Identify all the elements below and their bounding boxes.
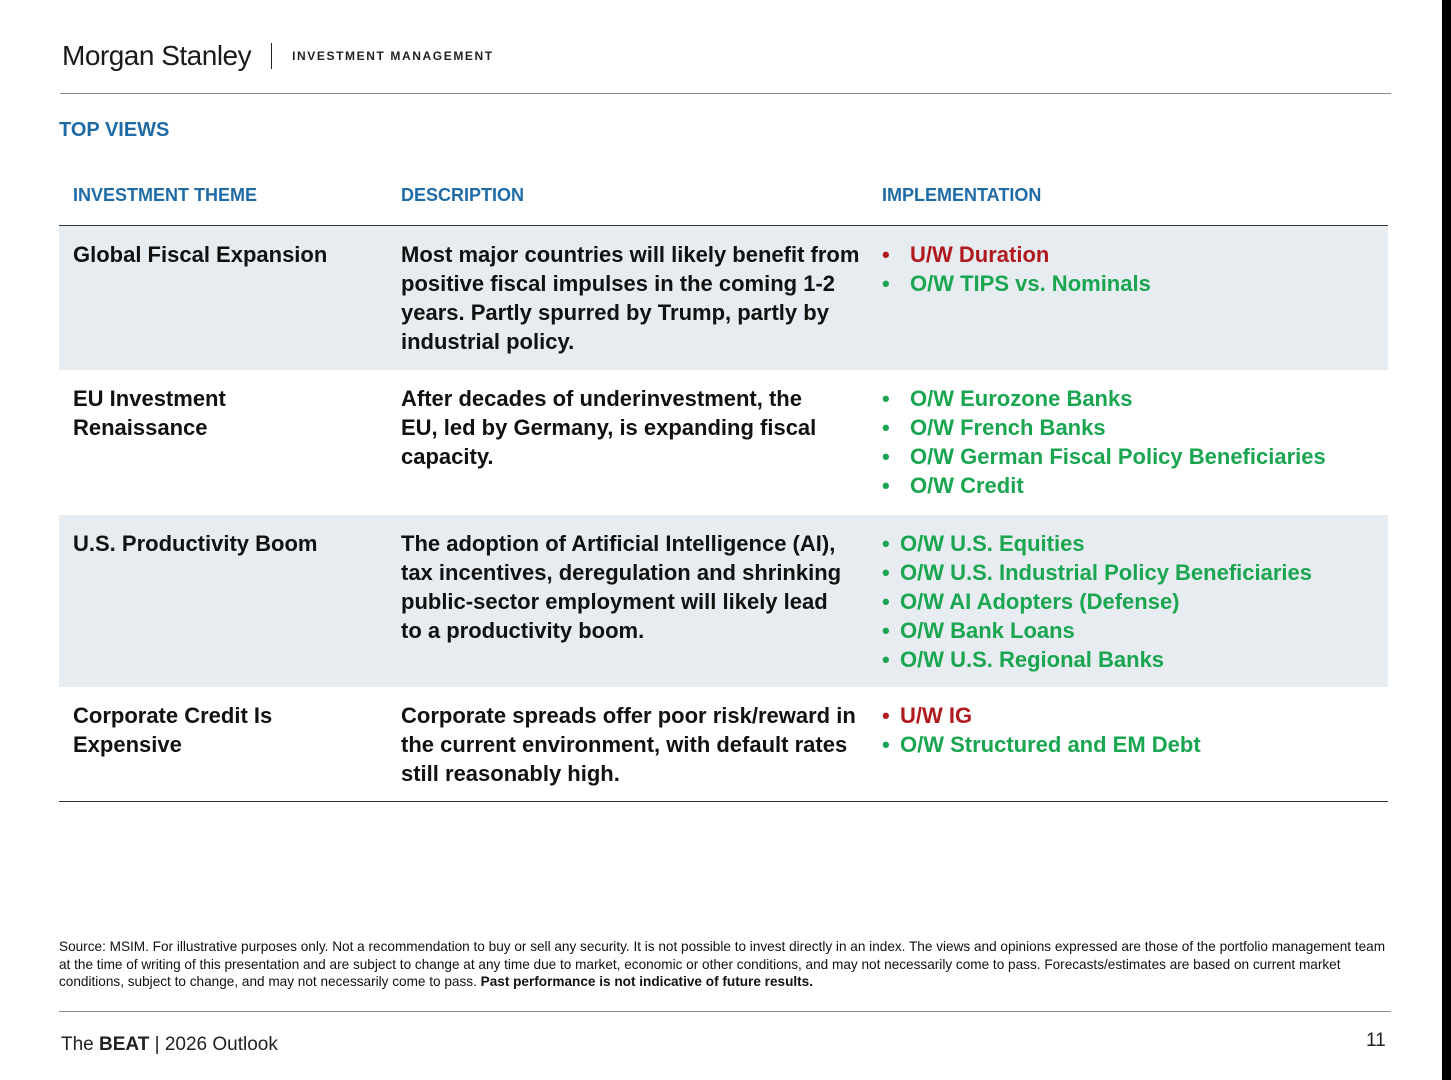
source-text: Source: MSIM. For illustrative purposes only. Not a recommendation to buy or sell any security. It is not possible to invest directly in an index. The views and opinions expressed are those of the portfolio management team at the time of writing of this presentation and are subject to change at any time due to market, economic or other conditions, and may not necessarily come to pass. Forecasts/estimates are based on current market conditions, subject to change, and may not necessarily come to pass. (59, 939, 1386, 989)
header-rule (60, 93, 1391, 94)
column-header-theme: INVESTMENT THEME (73, 185, 258, 205)
bullet-icon: • (882, 531, 890, 556)
bullet-icon: • (882, 473, 890, 498)
list-item (882, 701, 1382, 730)
bullet-icon: • (882, 589, 890, 614)
bullet-icon: • (882, 732, 890, 757)
brand-header (62, 40, 494, 72)
implementation-text: O/W French Banks (910, 415, 1106, 440)
brand-division: INVESTMENT MANAGEMENT (292, 49, 494, 63)
implementation-text: U/W Duration (910, 242, 1050, 267)
bullet-icon: • (882, 647, 890, 672)
description-cell: The adoption of Artificial Intelligence (AI), tax incentives, deregulation and shrinking public-sector employment will likely lead to a productivity boom. (401, 531, 842, 643)
page-number: 11 (1366, 1030, 1386, 1051)
publication-prefix: The (61, 1034, 100, 1055)
implementation-text: O/W U.S. Regional Banks (900, 647, 1165, 672)
publication-suffix: | 2026 Outlook (149, 1034, 278, 1055)
bullet-icon: • (882, 560, 890, 585)
theme-cell: Corporate Credit Is Expensive (73, 703, 273, 757)
list-item (882, 529, 1382, 558)
list-item (882, 645, 1382, 674)
table-row (59, 226, 1388, 370)
source-bold-text: Past performance is not indicative of future results. (480, 974, 814, 989)
top-views-table (59, 180, 1388, 802)
implementation-cell (882, 529, 1382, 674)
table-row (59, 370, 1388, 515)
implementation-list (882, 240, 1382, 298)
bullet-icon: • (882, 271, 890, 296)
list-item (882, 442, 1382, 471)
list-item (882, 730, 1382, 759)
source-disclaimer (59, 938, 1391, 991)
implementation-list (882, 701, 1382, 759)
implementation-cell (882, 701, 1382, 759)
bullet-icon: • (882, 703, 890, 728)
implementation-text: O/W AI Adopters (Defense) (900, 589, 1180, 614)
list-item (882, 558, 1382, 587)
theme-cell: U.S. Productivity Boom (73, 531, 318, 556)
bullet-icon: • (882, 242, 890, 267)
list-item (882, 269, 1382, 298)
table-header (59, 180, 1388, 226)
window-edge (1442, 0, 1451, 1080)
implementation-text: O/W Bank Loans (900, 618, 1075, 643)
implementation-cell (882, 240, 1382, 298)
implementation-text: O/W German Fiscal Policy Beneficiaries (910, 444, 1326, 469)
bullet-icon: • (882, 386, 890, 411)
implementation-text: O/W Eurozone Banks (910, 386, 1133, 411)
implementation-text: O/W U.S. Industrial Policy Beneficiaries (900, 560, 1313, 585)
implementation-text: O/W Structured and EM Debt (900, 732, 1201, 757)
column-header-description: DESCRIPTION (401, 185, 525, 205)
theme-cell: Global Fiscal Expansion (73, 242, 328, 267)
description-cell: Corporate spreads offer poor risk/reward in the current environment, with default rates still reasonably high. (401, 703, 856, 786)
publication-label (61, 1034, 278, 1056)
implementation-cell (882, 384, 1382, 500)
implementation-text: O/W Credit (910, 473, 1024, 498)
column-header-implementation: IMPLEMENTATION (882, 185, 1042, 205)
description-cell: Most major countries will likely benefit from positive fiscal impulses in the coming 1-2 years. Partly spurred by Trump, partly by industrial policy. (401, 242, 860, 354)
bullet-icon: • (882, 444, 890, 469)
bullet-icon: • (882, 415, 890, 440)
list-item (882, 413, 1382, 442)
implementation-text: O/W U.S. Equities (900, 531, 1085, 556)
list-item (882, 471, 1382, 500)
implementation-text: U/W IG (900, 703, 973, 728)
list-item (882, 240, 1382, 269)
implementation-text: O/W TIPS vs. Nominals (910, 271, 1151, 296)
section-title: TOP VIEWS (59, 119, 170, 141)
brand-divider (271, 43, 272, 69)
table-row (59, 515, 1388, 687)
brand-logo-text: Morgan Stanley (62, 40, 252, 71)
description-cell: After decades of underinvestment, the EU, led by Germany, is expanding fiscal capacity. (401, 386, 817, 469)
publication-name: BEAT (99, 1034, 150, 1055)
footer-rule (59, 1011, 1391, 1012)
table-row (59, 687, 1388, 802)
bullet-icon: • (882, 618, 890, 643)
list-item (882, 587, 1382, 616)
implementation-list (882, 384, 1382, 500)
theme-cell: EU Investment Renaissance (73, 386, 226, 440)
implementation-list (882, 529, 1382, 674)
list-item (882, 616, 1382, 645)
list-item (882, 384, 1382, 413)
